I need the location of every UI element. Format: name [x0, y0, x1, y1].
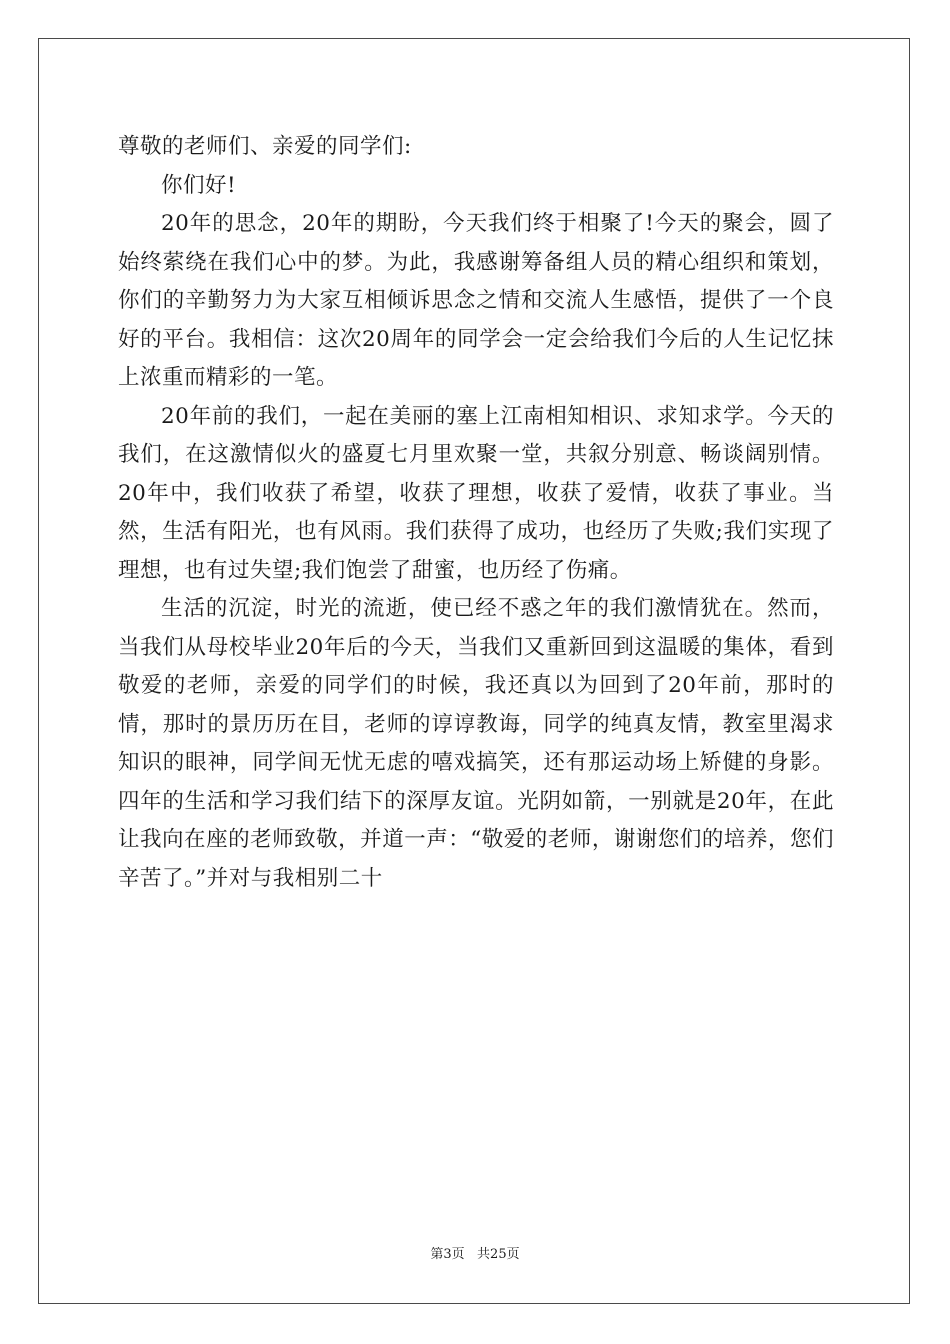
paragraph-2: 20年前的我们，一起在美丽的塞上江南相知相识、求知求学。今天的我们，在这激情似火的盛夏七月里欢聚一堂，共叙分别意、畅谈阔别情。20年中，我们收获了希望，收获了理想，收获了爱情，收获了事业。当然，生活有阳光，也有风雨。我们获得了成功，也经历了失败;我们实现了理想，也有过失望;我们饱尝了甜蜜，也历经了伤痛。 — [118, 403, 834, 583]
salutation: 尊敬的老师们、亲爱的同学们: — [118, 134, 412, 159]
paragraph-3: 生活的沉淀，时光的流逝，使已经不惑之年的我们激情犹在。然而，当我们从母校毕业20年后的今天，当我们又重新回到这温暖的集体，看到敬爱的老师，亲爱的同学们的时候，我还真以为回到了20年前，那时的情，那时的景历历在目，老师的谆谆教诲，同学的纯真友情，教室里渴求知识的眼神，同学间无忧无虑的嘻戏搞笑，还有那运动场上矫健的身影。四年的生活和学习我们结下的深厚友谊。光阴如箭，一别就是20年，在此让我向在座的老师致敬，并道一声：“敬爱的老师，谢谢您们的培养，您们辛苦了。”并对与我相别二十 — [118, 596, 834, 891]
document-body — [118, 128, 834, 898]
paragraph-1: 20年的思念，20年的期盼，今天我们终于相聚了!今天的聚会，圆了始终萦绕在我们心中的梦。为此，我感谢筹备组人员的精心组织和策划，你们的辛勤努力为大家互相倾诉思念之情和交流人生感悟，提供了一个良好的平台。我相信：这次20周年的同学会一定会给我们今后的人生记忆抹上浓重而精彩的一笔。 — [118, 211, 834, 390]
page-number: 第3页 共25页 — [430, 1247, 520, 1262]
paragraph-greeting: 你们好! — [161, 172, 237, 198]
